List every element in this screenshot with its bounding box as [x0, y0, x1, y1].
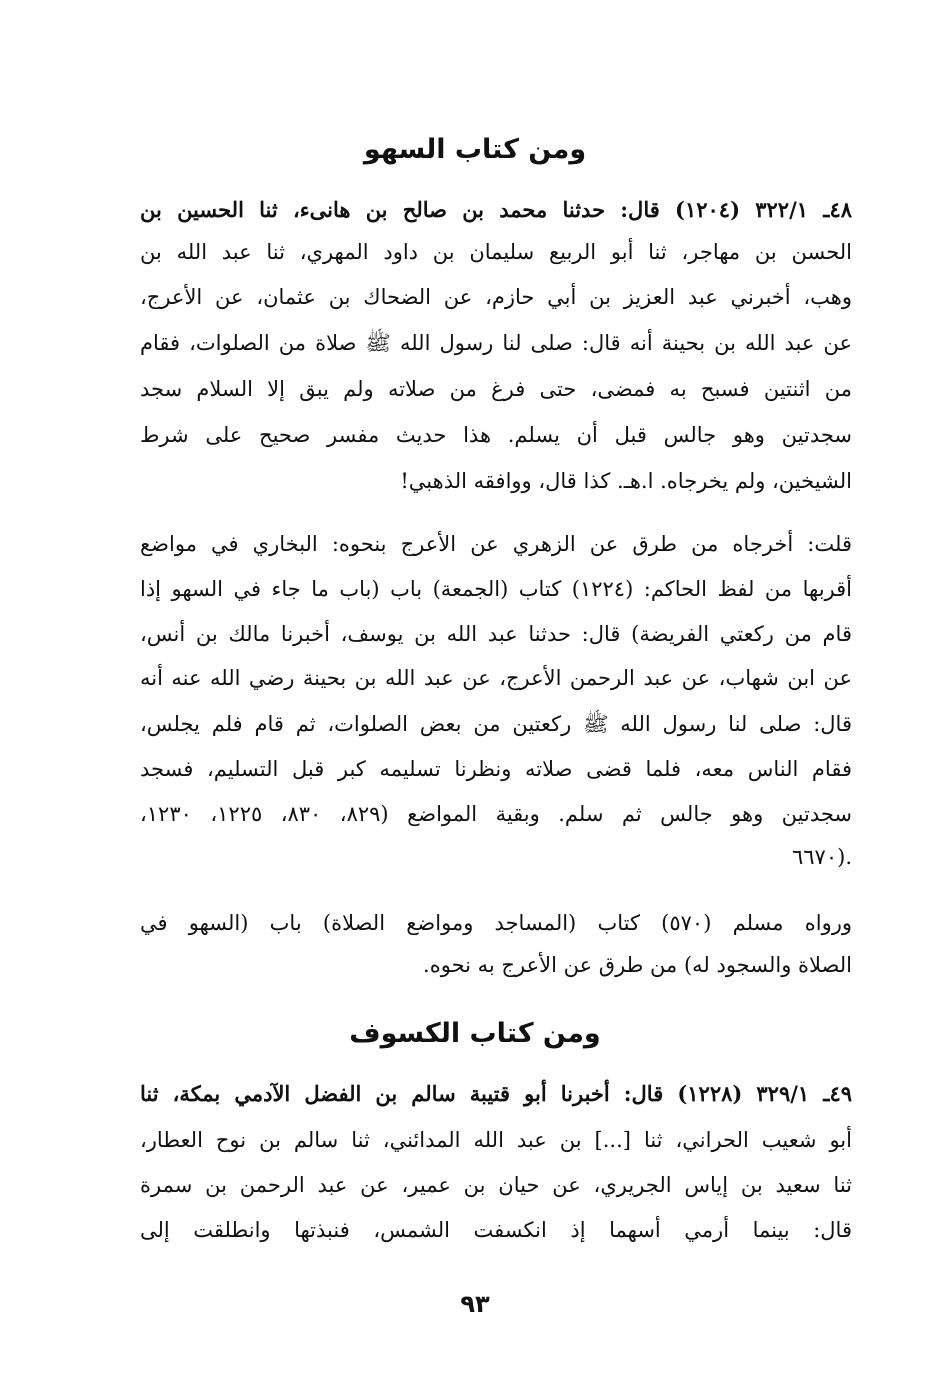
hadith-48-line-3: وهب، أخبرني عبد العزيز بن أبي حازم، عن الضحاك بن عثمان، عن الأعرج،: [140, 285, 852, 309]
hadith-48-line-7: الشيخين، ولم يخرجاه. ا.هـ. كذا قال، ووافقه الذهبي!: [400, 469, 852, 493]
hadith-48-line-6: سجدتين وهو جالس قبل أن يسلم. هذا حديث مفسر صحيح على شرط: [140, 423, 852, 447]
hadith-49-line-4: قال: بينما أرمي أسهما إذ انكسفت الشمس، فنبذتها وانطلقت إلى: [140, 1218, 852, 1242]
hadith-48-line-1: ٤٨ـ ٣٢٢/١ (١٢٠٤) قال: حدثنا محمد بن صالح بن هانىء، ثنا الحسين بن: [140, 197, 852, 222]
hadith-48-line-2: الحسن بن مهاجر، ثنا أبو الربيع سليمان بن داود المهري، ثنا عبد الله بن: [140, 240, 852, 264]
hadith-49-line-3: ثنا سعيد بن إياس الجريري، عن حيان بن عمير، عن عبد الرحمن بن سمرة: [140, 1173, 852, 1197]
hadith-48-line-4: عن عبد الله بن بحينة أنه قال: صلى لنا رسول الله ﷺ صلاة من الصلوات، فقام: [140, 331, 852, 355]
commentary-line-5: قال: صلى لنا رسول الله ﷺ ركعتين من بعض الصلوات، ثم قام فلم يجلس،: [140, 712, 852, 736]
commentary-line-2: أقربها من لفظ الحاكم: (١٢٢٤) كتاب (الجمعة) باب (باب ما جاء في السهو إذا: [140, 577, 852, 601]
hadith-49-line-2: أبو شعيب الحراني، ثنا [...] بن عبد الله المدائني، ثنا سالم بن نوح العطار،: [140, 1128, 852, 1152]
commentary-line-8: ٦٦٧٠).: [792, 845, 852, 869]
muslim-line-1: ورواه مسلم (٥٧٠) كتاب (المساجد ومواضع الصلاة) باب (السهو في: [140, 911, 852, 935]
commentary-line-4: عن ابن شهاب، عن عبد الرحمن الأعرج، عن عبد الله بن بحينة رضي الله عنه أنه: [140, 666, 852, 690]
commentary-line-3: قام من ركعتي الفريضة) قال: حدثنا عبد الله بن يوسف، أخبرنا مالك بن أنس،: [140, 622, 852, 646]
section-title-kusuf: ومن كتاب الكسوف: [349, 1018, 601, 1049]
commentary-line-6: فقام الناس معه، فلما قضى صلاته ونظرنا تسليمه كبر قبل التسليم، فسجد: [140, 757, 852, 781]
commentary-line-1: قلت: أخرجاه من طرق عن الزهري عن الأعرج بنحوه: البخاري في مواضع: [140, 532, 852, 556]
commentary-line-7: سجدتين وهو جالس ثم سلم. وبقية المواضع (٨٢٩، ٨٣٠، ١٢٢٥، ١٢٣٠،: [140, 802, 852, 826]
section-title-sahw: ومن كتاب السهو: [363, 134, 587, 165]
muslim-line-2: الصلاة والسجود له) من طرق عن الأعرج به نحوه.: [423, 953, 852, 977]
hadith-49-line-1: ٤٩ـ ٣٢٩/١ (١٢٢٨) قال: أخبرنا أبو قتيبة سالم بن الفضل الآدمي بمكة، ثنا: [140, 1081, 852, 1106]
hadith-48-line-5: من اثنتين فسبح به فمضى، حتى فرغ من صلاته ولم يبق إلا السلام سجد: [140, 377, 852, 401]
page-number: ٩٣: [460, 1290, 490, 1318]
